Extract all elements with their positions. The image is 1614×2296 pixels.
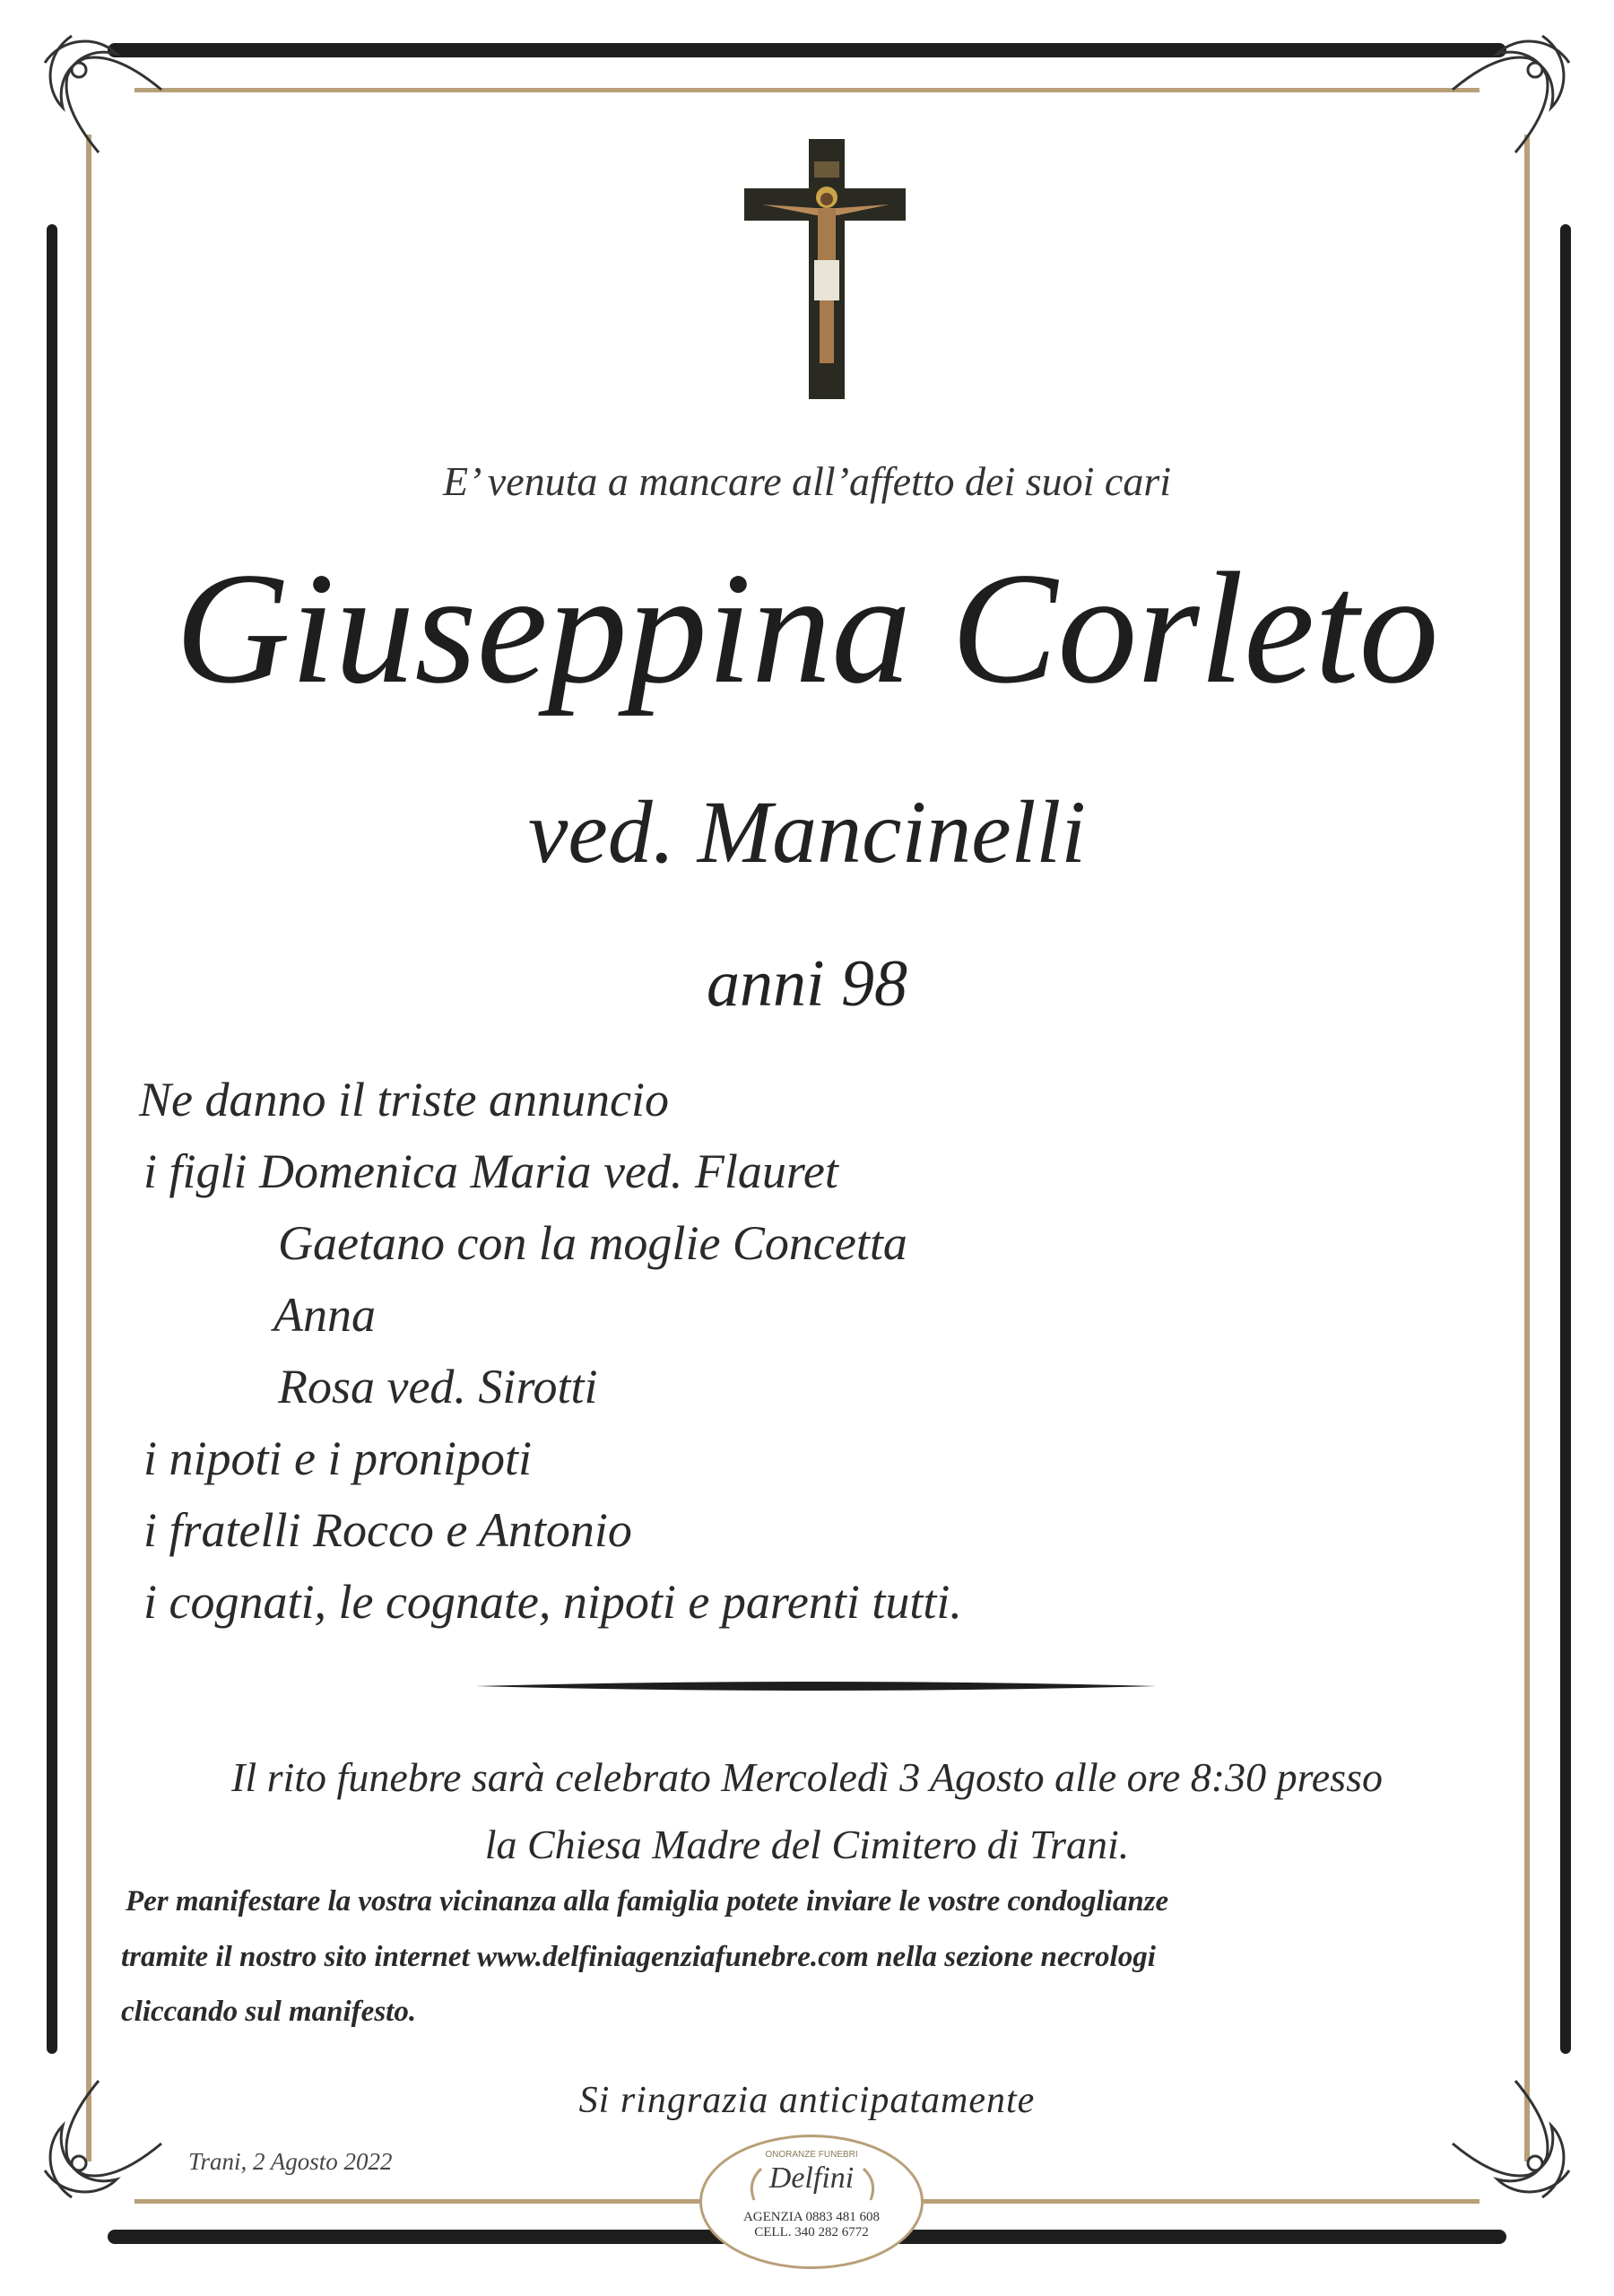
laurel-icon	[745, 2164, 880, 2205]
gold-line-top	[134, 88, 1480, 92]
logo-phone-1: AGENZIA 0883 481 608	[742, 2210, 881, 2224]
intro-text: E’ venuta a mancare all’affetto dei suoi cari	[442, 458, 1172, 504]
logo-top-text: ONORANZE FUNEBRI	[765, 2150, 858, 2160]
announcement-line: i fratelli Rocco e Antonio	[143, 1503, 632, 1557]
announcement-line: Anna	[273, 1288, 376, 1342]
logo-phone-2: CELL. 340 282 6772	[754, 2225, 869, 2239]
widow-of: ved. Mancinelli	[528, 782, 1086, 882]
logo-name: Delfini	[768, 2161, 855, 2195]
announcement-line: Gaetano con la moglie Concetta	[278, 1216, 907, 1270]
crucifix-icon	[735, 135, 915, 404]
announcement-line: i cognati, le cognate, nipoti e parenti tutti.	[143, 1575, 962, 1629]
funeral-line-2: la Chiesa Madre del Cimitero di Trani.	[484, 1822, 1130, 1867]
announcement-line: Ne danno il triste annuncio	[139, 1073, 669, 1126]
agency-logo	[699, 2135, 924, 2269]
funeral-line-1: Il rito funebre sarà celebrato Mercoledì 3 Agosto alle ore 8:30 presso	[231, 1754, 1383, 1800]
condolences-line-1: Per manifestare la vostra vicinanza alla famiglia potete inviare le vostre condoglianze	[126, 1885, 1169, 1918]
condolences-line-2: tramite il nostro sito internet www.delfiniagenziafunebre.com nella sezione necrologi	[121, 1941, 1156, 1973]
announcement-line: Rosa ved. Sirotti	[278, 1360, 598, 1413]
thanks-text: Si ringrazia anticipatamente	[578, 2080, 1036, 2121]
corner-ornament-icon	[1444, 27, 1578, 161]
condolences-line-3: cliccando sul manifesto.	[121, 1996, 417, 2028]
deceased-name: Giuseppina Corleto	[175, 539, 1439, 717]
age: anni 98	[706, 947, 908, 1021]
place-date: Trani, 2 Agosto 2022	[188, 2148, 393, 2175]
border-top	[108, 43, 1506, 57]
announcement-line: i figli Domenica Maria ved. Flauret	[143, 1144, 838, 1198]
divider	[475, 1679, 1157, 1693]
corner-ornament-icon	[36, 27, 170, 161]
announcement-line: i nipoti e i pronipoti	[143, 1431, 533, 1485]
